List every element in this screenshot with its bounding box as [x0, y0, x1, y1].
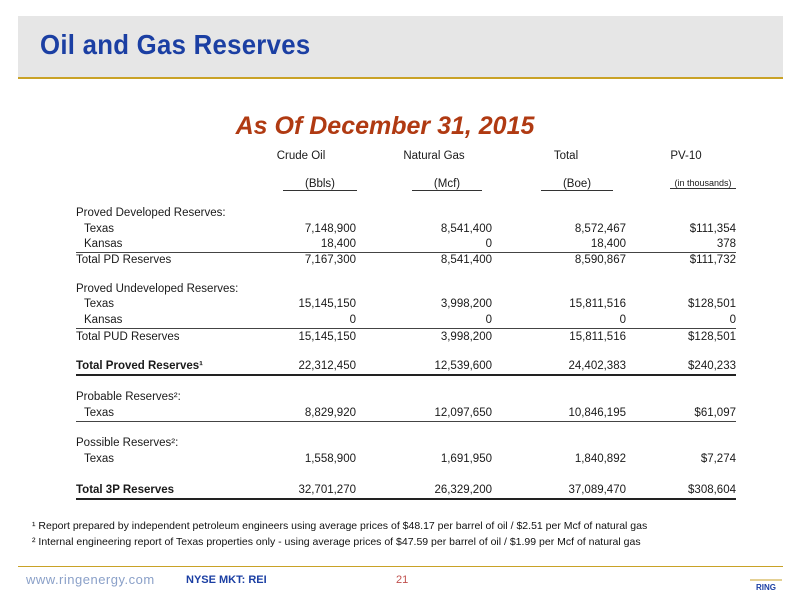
table-row [76, 283, 736, 299]
cell-crude-oil: 22,312,450 [298, 360, 356, 372]
row-label: Texas [84, 223, 115, 235]
row-label: Kansas [84, 314, 123, 326]
slide-title: Oil and Gas Reserves [40, 29, 311, 60]
row-label: Proved Developed Reserves: [76, 207, 226, 219]
col-header-pv10: PV-10 [670, 150, 702, 162]
cell-natural-gas: 0 [485, 238, 492, 250]
cell-pv10: $128,501 [688, 298, 736, 310]
row-label: Texas [84, 298, 115, 310]
row-label: Total PUD Reserves [76, 331, 180, 343]
cell-total: 10,846,195 [568, 407, 626, 419]
table-units-row [76, 178, 736, 194]
cell-natural-gas: 26,329,200 [434, 484, 492, 496]
ring-logo [746, 574, 786, 596]
logo-text: RING [756, 583, 776, 592]
unit-bbls: (Bbls) [283, 178, 357, 191]
cell-natural-gas: 3,998,200 [440, 298, 492, 310]
cell-pv10: $240,233 [688, 360, 736, 372]
table-header-row [76, 150, 736, 166]
cell-pv10: $61,097 [694, 407, 736, 419]
unit-thousands: (in thousands) [670, 178, 736, 189]
cell-total: 8,572,467 [574, 223, 626, 235]
cell-total: 8,590,867 [574, 254, 626, 266]
cell-natural-gas: 12,097,650 [434, 407, 492, 419]
unit-boe: (Boe) [541, 178, 613, 191]
cell-crude-oil: 32,701,270 [298, 484, 356, 496]
cell-crude-oil: 8,829,920 [304, 407, 356, 419]
table-row [76, 207, 736, 223]
slide-subtitle: As Of December 31, 2015 [235, 112, 535, 140]
cell-natural-gas: 3,998,200 [440, 331, 492, 343]
cell-pv10: $308,604 [688, 484, 736, 496]
cell-crude-oil: 7,167,300 [304, 254, 356, 266]
cell-total: 18,400 [590, 238, 626, 250]
row-label: Proved Undeveloped Reserves: [76, 283, 239, 295]
cell-total: 15,811,516 [569, 298, 626, 310]
website-link[interactable]: www.ringenergy.com [26, 572, 155, 587]
table-row [76, 391, 736, 407]
row-label: Kansas [84, 238, 123, 250]
cell-total: 15,811,516 [569, 331, 626, 343]
cell-pv10: $111,732 [689, 254, 736, 266]
cell-crude-oil: 18,400 [320, 238, 356, 250]
col-header-crude-oil: Crude Oil [276, 150, 326, 162]
cell-natural-gas: 8,541,400 [440, 254, 492, 266]
row-label: Total Proved Reserves¹ [76, 360, 203, 372]
table-row [76, 437, 736, 453]
cell-total: 1,840,892 [574, 453, 626, 465]
col-header-natural-gas: Natural Gas [403, 150, 465, 162]
row-label: Probable Reserves²: [76, 391, 181, 403]
table-divider [76, 328, 736, 329]
page-number: 21 [396, 574, 409, 586]
cell-crude-oil: 0 [349, 314, 356, 326]
cell-pv10: 378 [716, 238, 736, 250]
cell-natural-gas: 1,691,950 [440, 453, 492, 465]
cell-natural-gas: 12,539,600 [434, 360, 492, 372]
cell-pv10: $7,274 [700, 453, 736, 465]
cell-natural-gas: 0 [485, 314, 492, 326]
footer-divider [18, 566, 783, 567]
cell-total: 37,089,470 [568, 484, 626, 496]
row-label: Total PD Reserves [76, 254, 172, 266]
table-divider [76, 421, 736, 422]
header-divider [18, 77, 783, 79]
cell-crude-oil: 7,148,900 [304, 223, 356, 235]
cell-total: 0 [619, 314, 626, 326]
stock-ticker: NYSE MKT: REI [186, 574, 267, 586]
cell-pv10: 0 [729, 314, 736, 326]
table-row [76, 223, 736, 239]
table-row [76, 331, 736, 347]
table-divider [76, 374, 736, 376]
row-label: Possible Reserves²: [76, 437, 179, 449]
cell-crude-oil: 1,558,900 [304, 453, 356, 465]
table-row [76, 298, 736, 314]
table-divider [76, 498, 736, 500]
cell-pv10: $111,354 [689, 223, 736, 235]
cell-crude-oil: 15,145,150 [298, 298, 356, 310]
cell-natural-gas: 8,541,400 [440, 223, 492, 235]
row-label: Texas [84, 453, 115, 465]
cell-pv10: $128,501 [688, 331, 736, 343]
col-header-total: Total [553, 150, 579, 162]
cell-total: 24,402,383 [568, 360, 626, 372]
table-row [76, 254, 736, 270]
footnote-2: ² Internal engineering report of Texas properties only - using average prices of $47.59 per barrel of oil / $1.99 per Mcf of natural gas [32, 536, 641, 548]
table-row [76, 453, 736, 469]
cell-crude-oil: 15,145,150 [298, 331, 356, 343]
table-divider [76, 252, 736, 253]
row-label: Total 3P Reserves [76, 484, 175, 496]
row-label: Texas [84, 407, 115, 419]
unit-mcf: (Mcf) [412, 178, 482, 191]
footnote-1: ¹ Report prepared by independent petroleum engineers using average prices of $48.17 per barrel of oil / $2.51 per Mcf of natural gas [32, 520, 648, 532]
